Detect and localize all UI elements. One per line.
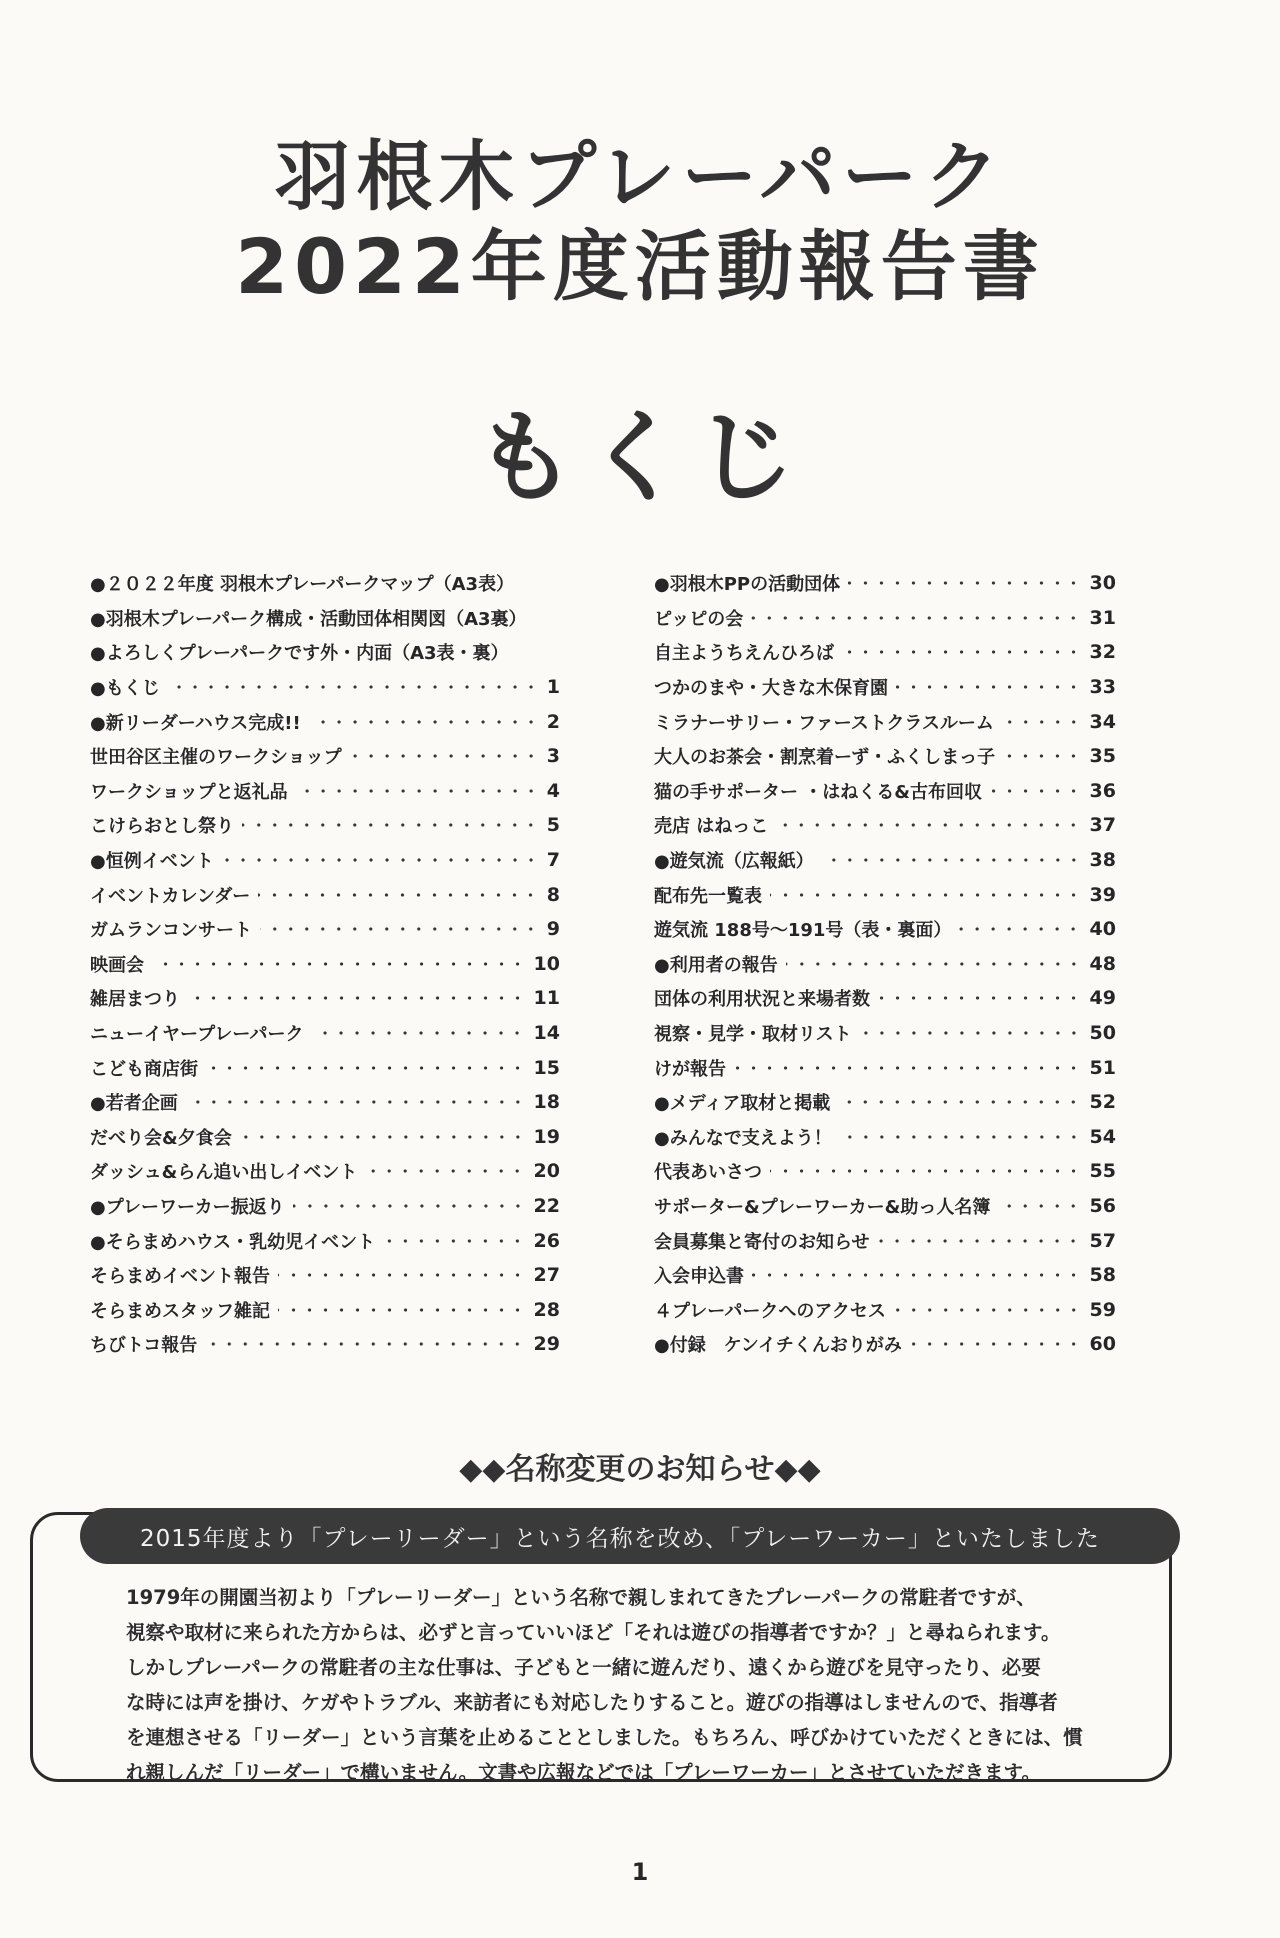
toc-entry xyxy=(654,774,1116,809)
toc-entry xyxy=(654,912,1116,947)
toc-entry-label: ミラナーサリー・ファーストクラスルーム xyxy=(654,712,994,734)
toc-entry-label: ピッピの会 xyxy=(654,608,744,630)
toc-entry xyxy=(654,1050,1116,1085)
toc-entry xyxy=(654,601,1116,636)
toc-entry-label: ●付録 ケンイチくんおりがみ xyxy=(654,1335,902,1357)
toc-entry-label: ●若者企画 xyxy=(90,1093,178,1115)
toc-leader-dots xyxy=(293,1204,526,1208)
toc-entry xyxy=(654,566,1116,601)
toc-entry-label: ●プレーワーカー振返り xyxy=(90,1196,285,1218)
toc-entry-page: 30 xyxy=(1089,572,1116,595)
toc-entry-page: 15 xyxy=(533,1056,560,1079)
toc-entry xyxy=(90,947,560,982)
toc-entry xyxy=(90,635,560,670)
toc-entry-label: 雑居まつり xyxy=(90,989,180,1011)
toc-entry-page: 48 xyxy=(1089,952,1116,975)
toc-entry-page: 51 xyxy=(1089,1056,1116,1079)
toc-entry-label: ●みんなで支えよう！ xyxy=(654,1127,832,1149)
toc-entry-page: 31 xyxy=(1089,606,1116,629)
toc-entry-page: 4 xyxy=(546,779,560,802)
toc-leader-dots xyxy=(350,754,539,758)
toc-entry-label: こけらおとし祭り xyxy=(90,816,234,838)
toc-entry-page: 33 xyxy=(1089,676,1116,699)
toc-entry-page: 49 xyxy=(1089,987,1116,1010)
toc-leader-dots xyxy=(998,1204,1081,1208)
toc-entry xyxy=(90,1016,560,1051)
toc-entry-page: 57 xyxy=(1089,1229,1116,1252)
notice-line: しかしプレーパークの常駐者の主な仕事は、子どもと一緒に遊んだり、遠くから遊びを見守ったり、必要 xyxy=(126,1656,1041,1679)
toc-entry xyxy=(654,1120,1116,1155)
toc-leader-dots xyxy=(278,1308,526,1312)
toc-entry-page: 55 xyxy=(1089,1160,1116,1183)
toc-right-column xyxy=(654,566,1116,1362)
toc-leader-dots xyxy=(959,927,1081,931)
toc-entry-page: 37 xyxy=(1089,814,1116,837)
toc-entry-label: ●羽根木PPの活動団体 xyxy=(654,574,841,596)
toc-entry-page: 58 xyxy=(1089,1264,1116,1287)
toc-entry xyxy=(654,704,1116,739)
toc-entry-label: 代表あいさつ xyxy=(654,1162,762,1184)
toc-entry xyxy=(654,1292,1116,1327)
toc-leader-dots xyxy=(860,1031,1082,1035)
toc-entry-page: 40 xyxy=(1089,918,1116,941)
toc-entry xyxy=(90,877,560,912)
toc-entry-page: 54 xyxy=(1089,1125,1116,1148)
toc-entry xyxy=(90,566,560,601)
toc-entry-page: 28 xyxy=(533,1298,560,1321)
toc-entry xyxy=(90,912,560,947)
toc-entry-page: 32 xyxy=(1089,641,1116,664)
toc-entry xyxy=(90,1085,560,1120)
toc-entry-label: ちびトコ報告 xyxy=(90,1335,198,1357)
toc-leader-dots xyxy=(1002,720,1082,724)
notice-line: を連想させる「リーダー」という言葉を止めることとしました。もちろん、呼びかけていただくときには、慣 xyxy=(126,1726,1083,1749)
toc-entry xyxy=(90,1120,560,1155)
toc-entry-page: 50 xyxy=(1089,1022,1116,1045)
toc-entry xyxy=(654,1189,1116,1224)
toc-entry-page: 2 xyxy=(546,710,560,733)
toc-entry-page: 18 xyxy=(533,1091,560,1114)
toc-entry xyxy=(90,1154,560,1189)
toc-entry-label: ダッシュ&らん追い出しイベント xyxy=(90,1162,358,1184)
toc-leader-dots xyxy=(206,1066,526,1070)
toc-leader-dots xyxy=(278,1273,526,1277)
toc-entry-label: 世田谷区主催のワークショップ xyxy=(90,747,342,769)
toc-entry xyxy=(90,1327,560,1362)
toc-entry xyxy=(654,1223,1116,1258)
toc-leader-dots xyxy=(240,1135,526,1139)
toc-entry xyxy=(90,1258,560,1293)
toc-entry-page: 52 xyxy=(1089,1091,1116,1114)
toc-entry-page: 39 xyxy=(1089,883,1116,906)
toc-leader-dots xyxy=(770,1169,1082,1173)
toc-leader-dots xyxy=(222,858,539,862)
toc-entry xyxy=(654,1258,1116,1293)
toc-entry xyxy=(654,808,1116,843)
toc-leader-dots xyxy=(990,789,1082,793)
notice-line: 視察や取材に来られた方からは、必ずと言っていいほど「それは遊びの指導者ですか？」と尋ねられます。 xyxy=(126,1621,1061,1644)
toc-entry xyxy=(654,981,1116,1016)
toc-entry xyxy=(90,1223,560,1258)
toc-leader-dots xyxy=(878,996,1082,1000)
toc-entry-page: 56 xyxy=(1089,1194,1116,1217)
toc-entry-label: ガムランコンサート xyxy=(90,920,252,942)
toc-entry-label: けが報告 xyxy=(654,1058,726,1080)
toc-entry xyxy=(654,877,1116,912)
toc-entry xyxy=(654,1016,1116,1051)
toc-entry xyxy=(654,1327,1116,1362)
toc-entry-label: 映画会 xyxy=(90,954,144,976)
toc-entry xyxy=(654,739,1116,774)
toc-entry-label: 配布先一覧表 xyxy=(654,885,762,907)
toc-entry xyxy=(90,843,560,878)
toc-entry-page: 5 xyxy=(546,814,560,837)
notice-line: れ親しんだ「リーダー」で構いません。文書や広報などでは「プレーワーカー」とさせていただきます。 xyxy=(126,1761,1041,1784)
toc-entry xyxy=(90,601,560,636)
notice-line: 1979年の開園当初より「プレーリーダー」という名称で親しまれてきたプレーパークの常駐者ですが、 xyxy=(126,1586,1036,1609)
toc-entry-label: だべり会&夕食会 xyxy=(90,1127,232,1149)
notice-banner xyxy=(80,1508,1180,1564)
toc-entry-page: 36 xyxy=(1089,779,1116,802)
toc-entry-page: 9 xyxy=(546,918,560,941)
toc-leader-dots xyxy=(842,650,1082,654)
toc-leader-dots xyxy=(296,789,539,793)
toc-entry-label: サポーター&プレーワーカー&助っ人名簿 xyxy=(654,1196,991,1218)
toc-entry-label: ●２０２２年度 羽根木プレーパークマップ（A3表） xyxy=(90,574,515,596)
toc-leader-dots xyxy=(770,893,1082,897)
toc-entry-label: 売店 はねっこ xyxy=(654,816,769,838)
toc-entry xyxy=(654,1085,1116,1120)
toc-entry-label: 視察・見学・取材リスト xyxy=(654,1024,852,1046)
toc-leader-dots xyxy=(383,1239,525,1243)
toc-leader-dots xyxy=(848,581,1081,585)
toc-entry xyxy=(90,1189,560,1224)
toc-entry xyxy=(90,704,560,739)
notice-body xyxy=(126,1580,1101,1790)
report-title-line1: 羽根木プレーパーク xyxy=(274,132,1006,221)
toc-entry-page: 29 xyxy=(533,1333,560,1356)
toc-entry-label: ●恒例イベント xyxy=(90,851,214,873)
toc-leader-dots xyxy=(894,1308,1082,1312)
toc-leader-dots xyxy=(168,685,539,689)
toc-entry-label: ●そらまめハウス・乳幼児イベント xyxy=(90,1231,376,1253)
toc-leader-dots xyxy=(786,962,1082,966)
toc-leader-dots xyxy=(188,996,526,1000)
toc-leader-dots xyxy=(910,1342,1082,1346)
toc-entry-label: 遊気流 188号〜191号（表・裏面） xyxy=(654,920,952,942)
toc-entry xyxy=(654,670,1116,705)
toc-entry-label: ニューイヤープレーパーク xyxy=(90,1024,304,1046)
toc-leader-dots xyxy=(877,1239,1081,1243)
page-number: 1 xyxy=(631,1858,649,1886)
toc-entry-page: 10 xyxy=(533,952,560,975)
toc-entry-label: ●利用者の報告 xyxy=(654,954,778,976)
toc-entry xyxy=(90,981,560,1016)
toc-entry-page: 7 xyxy=(546,849,560,872)
toc-entry xyxy=(90,808,560,843)
notice-heading: ◆◆名称変更のお知らせ◆◆ xyxy=(459,1452,821,1487)
toc-entry-page: 19 xyxy=(533,1125,560,1148)
toc-leader-dots xyxy=(205,1342,525,1346)
toc-leader-dots xyxy=(260,927,539,931)
toc-heading: もくじ xyxy=(475,399,805,516)
toc-entry-label: 団体の利用状況と来場者数 xyxy=(654,989,870,1011)
toc-entry-label: 会員募集と寄付のお知らせ xyxy=(654,1231,870,1253)
toc-entry-page: 8 xyxy=(546,883,560,906)
toc-left-column xyxy=(90,566,560,1362)
toc-entry-label: そらまめイベント報告 xyxy=(90,1266,270,1288)
toc-leader-dots xyxy=(752,1273,1082,1277)
toc-entry-page: 34 xyxy=(1089,710,1116,733)
toc-entry-page: 59 xyxy=(1089,1298,1116,1321)
report-title-line2: 2022年度活動報告書 xyxy=(235,222,1045,311)
toc-entry xyxy=(90,774,560,809)
toc-entry-label: 猫の手サポーター ・はねくる&古布回収 xyxy=(654,781,982,803)
toc-leader-dots xyxy=(1003,754,1081,758)
toc-entry-page: 27 xyxy=(533,1264,560,1287)
toc-leader-dots xyxy=(751,616,1081,620)
toc-entry-page: 22 xyxy=(533,1194,560,1217)
toc-entry-page: 26 xyxy=(533,1229,560,1252)
toc-entry xyxy=(654,635,1116,670)
toc-entry-page: 38 xyxy=(1089,849,1116,872)
toc-leader-dots xyxy=(840,1135,1082,1139)
notice-banner-text: 2015年度より「プレーリーダー」という名称を改め、「プレーワーカー」といたしました xyxy=(140,1525,1100,1552)
toc-entry-label: そらまめスタッフ雑記 xyxy=(90,1300,270,1322)
toc-entry xyxy=(654,843,1116,878)
toc-entry-label: 入会申込書 xyxy=(654,1266,744,1288)
toc-entry-label: ワークショップと返礼品 xyxy=(90,781,288,803)
toc-leader-dots xyxy=(365,1169,525,1173)
notice-line: な時には声を掛け、ケガやトラブル、来訪者にも対応したりすること。遊びの指導はしませんので、指導者 xyxy=(126,1691,1058,1714)
toc-entry-page: 3 xyxy=(546,745,560,768)
toc-entry xyxy=(654,1154,1116,1189)
toc-entry-label: ４プレーパークへのアクセス xyxy=(654,1300,886,1322)
toc-entry-label: ●羽根木プレーパーク構成・活動団体相関図（A3裏） xyxy=(90,608,527,630)
toc-leader-dots xyxy=(152,962,526,966)
toc-entry-page: 35 xyxy=(1089,745,1116,768)
toc-entry-label: つかのまや・大きな木保育園 xyxy=(654,678,888,700)
toc-leader-dots xyxy=(311,1031,525,1035)
toc-leader-dots xyxy=(734,1066,1082,1070)
toc-entry xyxy=(654,947,1116,982)
toc-leader-dots xyxy=(242,823,539,827)
toc-entry xyxy=(90,670,560,705)
toc-entry-label: こども商店街 xyxy=(90,1058,198,1080)
toc-entry-label: ●メディア取材と掲載 xyxy=(654,1093,831,1115)
toc-leader-dots xyxy=(896,685,1082,689)
toc-entry-label: 自主ようちえんひろば xyxy=(654,643,834,665)
toc-entry-page: 14 xyxy=(533,1022,560,1045)
toc-leader-dots xyxy=(258,893,538,897)
toc-entry-label: ●遊気流（広報紙） xyxy=(654,851,814,873)
toc-leader-dots xyxy=(309,720,539,724)
toc-entry-page: 20 xyxy=(533,1160,560,1183)
toc-entry-label: 大人のお茶会・割烹着ーず・ふくしまっ子 xyxy=(654,747,996,769)
toc-entry xyxy=(90,1050,560,1085)
toc-entry-label: イベントカレンダー xyxy=(90,885,251,907)
toc-entry-page: 60 xyxy=(1089,1333,1116,1356)
toc-entry-page: 1 xyxy=(546,676,560,699)
toc-entry xyxy=(90,739,560,774)
toc-entry-label: ●新リーダーハウス完成!! xyxy=(90,712,301,734)
toc-leader-dots xyxy=(838,1100,1081,1104)
toc-leader-dots xyxy=(186,1100,526,1104)
toc-entry-label: ●もくじ xyxy=(90,678,160,700)
toc-entry-page: 11 xyxy=(533,987,560,1010)
toc-leader-dots xyxy=(776,823,1081,827)
toc-entry xyxy=(90,1292,560,1327)
toc-entry-label: ●よろしくプレーパークです外・内面（A3表・裏） xyxy=(90,643,509,665)
toc-leader-dots xyxy=(822,858,1082,862)
